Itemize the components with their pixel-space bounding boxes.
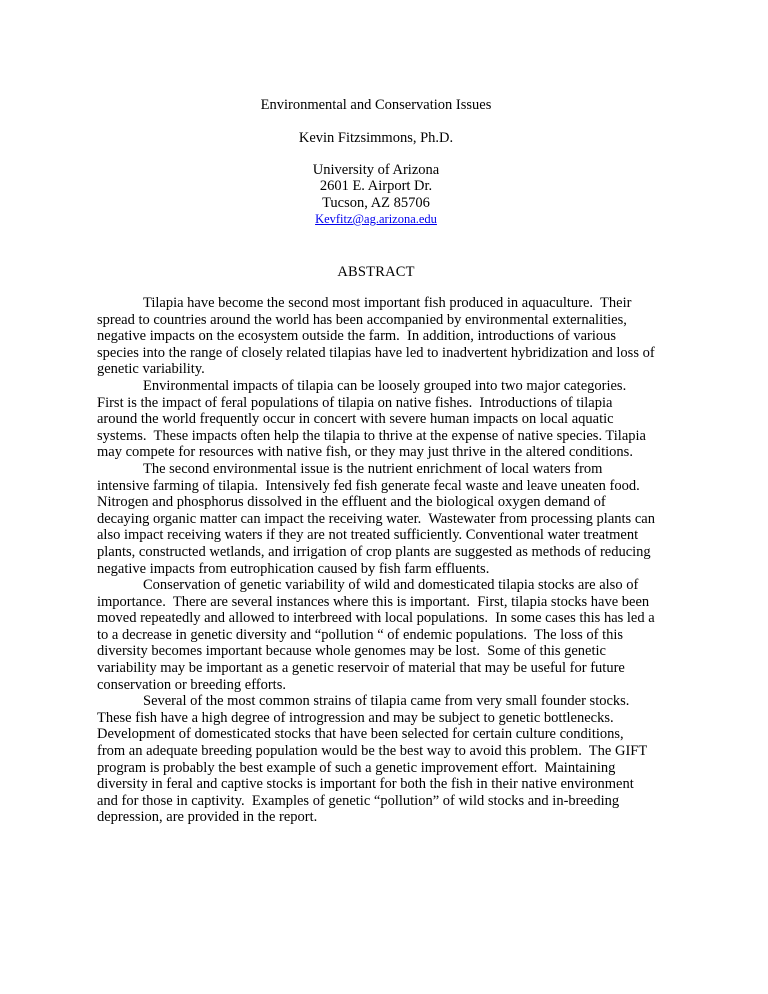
abstract-heading: ABSTRACT	[337, 263, 415, 280]
document-title: Environmental and Conservation Issues	[260, 97, 492, 113]
affiliation-street: 2601 E. Airport Dr.	[319, 178, 433, 194]
abstract-paragraph: Conservation of genetic variability of wild and domesticated tilapia stocks are also of importance. There are several instances where this is important. First, tilapia stocks have been moved repeatedly and allowed to interbreed with local populations. In some cases this has led a to a decrease in genetic diversity and “pollution “ of endemic populations. The loss of this diversity becomes important because whole genomes may be lost. Some of this genetic variability may be important as a genetic reservoir of material that may be useful for future conservation or breeding efforts.	[97, 577, 659, 693]
abstract-paragraph: Tilapia have become the second most important fish produced in aquaculture. Their spread to countries around the world has been accompanied by environmental externalities, negative impacts on the ecosystem outside the farm. In addition, introductions of various species into the range of closely related tilapias have led to inadvertent hybridization and loss of genetic variability.	[97, 295, 659, 378]
affiliation-block	[97, 162, 655, 228]
abstract-paragraph: Environmental impacts of tilapia can be loosely grouped into two major categories. First is the impact of feral populations of tilapia on native fishes. Introductions of tilapia around the world frequently occur in concert with severe human impacts on local aquatic systems. These impacts often help the tilapia to thrive at the expense of native species. Tilapia may compete for resources with native fish, or they may just thrive in the altered conditions.	[97, 377, 650, 461]
document-content	[97, 90, 659, 826]
abstract-paragraph: The second environmental issue is the nutrient enrichment of local waters from intensive farming of tilapia. Intensively fed fish generate fecal waste and leave uneaten food. Nitrogen and phosphorus dissolved in the effluent and the biological oxygen demand of decaying organic matter can impact the receiving water. Wastewater from processing plants can also impact receiving waters if they are not treated sufficiently. Conventional water treatment plants, constructed wetlands, and irrigation of crop plants are suggested as methods of reducing negative impacts from eutrophication caused by fish farm effluents.	[97, 460, 659, 577]
email-line	[97, 211, 655, 228]
email-link[interactable]: Kevfitz@ag.arizona.edu	[315, 212, 437, 226]
author-name: Kevin Fitzsimmons, Ph.D.	[298, 130, 454, 146]
affiliation-city: Tucson, AZ 85706	[322, 194, 430, 211]
abstract-body	[97, 295, 659, 826]
abstract-paragraph: Several of the most common strains of tilapia came from very small founder stocks. These fish have a high degree of introgression and may be subject to genetic bottlenecks. Development of domesticated stocks that have been selected for certain culture conditions, from an adequate breeding population would be the best way to avoid this problem. The GIFT program is probably the best example of such a genetic improvement effort. Maintaining diversity in feral and captive stocks is important for both the fish in their native environment and for those in captivity. Examples of genetic “pollution” of wild stocks and in-breeding depression, are provided in the report.	[97, 693, 651, 826]
affiliation-institution: University of Arizona	[312, 161, 440, 178]
